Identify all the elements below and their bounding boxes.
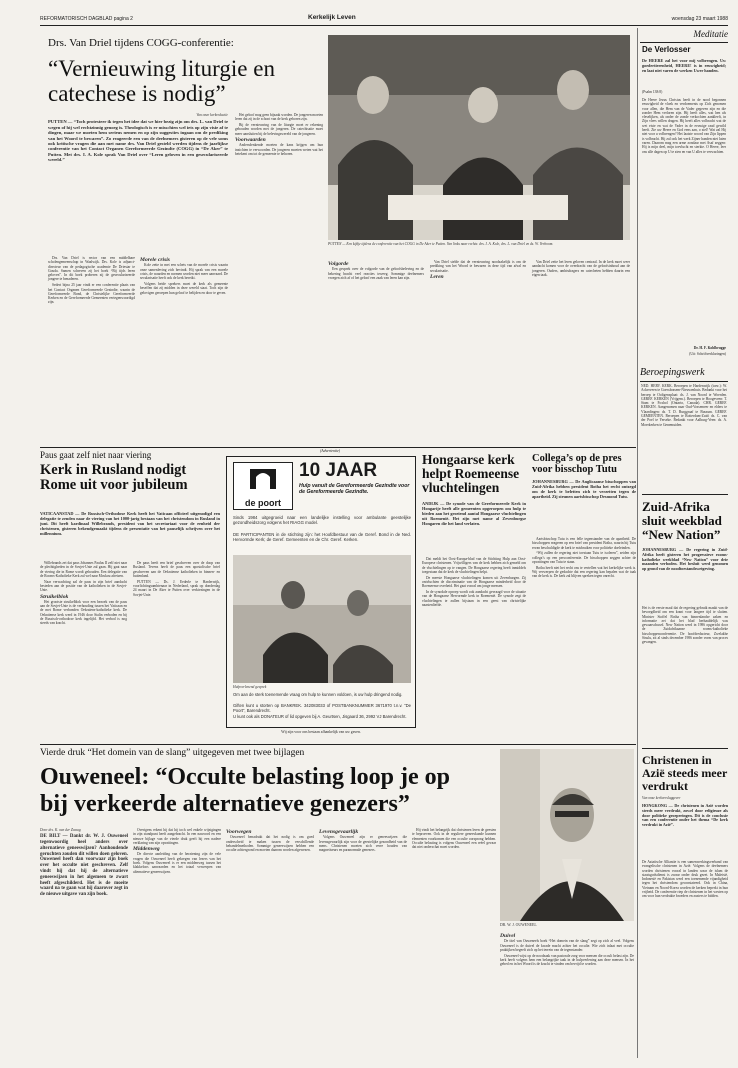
rusland-body-1: Willebrands zei dat paus Johannes Paulus II zelf niet naar de plechtigheden in de Sovjet-Unie zal gaan. Hij gaat naar de viering die in Rome wordt gehouden. Een delegatie van de Rooms-Katholieke Kerk zal wel naar Moskou afreizen. (40, 561, 127, 578)
tutu-headline: Collega’s op de pres voor bisschop Tutu (532, 453, 622, 475)
ouweneel-intro: DE BILT — Dankt dr. W. J. Ouweneel tegenwoordig heel anders over alternatieve geneeswijzen? Aanhoudende geruchten zouden dit willen doen geloven. Ouweneel heeft dan voorwaar zijn boek over het occulte niet geschreven. Zelf vindt hij dat hij de alternatieve geneeswijzen in het algemeen te zwart heeft afgeschilderd. Het is de moeite waard na te gaan wat hij daarover zegt in de nieuwe uitgave van zijn boek. (40, 834, 128, 898)
lead-body-9: Van Driel stelde dat de vernieuwing noodzakelijk is om de prediking van het Woord te bewaren in deze tijd van afval en secularisatie. (430, 260, 526, 273)
hongaarse-body-2: De meeste Hongaarse vluchtelingen komen uit Zevenburgen. Zij ontvluchten de discriminatie van de Hongaarse minderheid door de Roemeense overheid. Het gaat vooral om jonge mensen. (422, 575, 526, 589)
rusland-sub: Struikelblok (40, 593, 69, 600)
header-left: REFORMATORISCH DAGBLAD pagina 2 (40, 16, 133, 22)
lead-col-2 (140, 256, 228, 442)
lead-body-8: Een gesprek over de volgorde van de geloofsbeleving en de bekering bracht veel reacties teweeg. Sommige deelnemers vroegen zich af of het geloof een zaak van leren kan zijn. (328, 267, 424, 280)
meditatie-rule (640, 42, 728, 43)
ad-photo (233, 555, 411, 683)
hongaarse-body (422, 557, 526, 739)
lead-col-1b (48, 256, 135, 442)
ouweneel-body-5: Hij vindt het belangrijk dat christenen leren de geesten te beproeven. Ook in de reguliere geneeskunde kunnen elementen voorkomen die een occulte oorsprong hebben. Occulte belasting is volgens Ouweneel een reëel gevaar dat niet onderschat moet worden. (412, 828, 496, 850)
hongaarse-intro: ANDIJK — De synode van de Gereformeerde Kerk in Hongarije heeft alle gemeenten opgeroepen om hulp te bieden aan het groeiend aantal Hongaarse vluchtelingen uit Roemenië. Het zijn met name al Zevenburgse Hongaren die het land verlaten. (422, 501, 526, 526)
lead-col-3 (235, 113, 323, 443)
lead-body-1: Drs. Van Driel is rector van een middelbare scholengemeenschap in Waalwijk. Drs. Kole is adjunct-directeur van de pedagogische academie De Driestar te Gouda. Samen schreven zij het boek “Bij tijds leren geloven”. In dit boek proberen zij de geseculariseerde jongere te benaderen. (48, 256, 135, 282)
ad-text-3: Om aan de sterk toenemende vraag om hulp te kunnen voldoen, is uw hulp dringend nodig. (233, 692, 403, 697)
christenen-rule (642, 748, 728, 749)
christenen-body: De Aziatische Alliantie is een samenwerkingsverband van evangelische christenen in Azië. Volgens de deelnemers worden christenen vooral in landen waar de islam de staatsgodsdienst is zwaar onder druk gezet. In Maleisië, Indonesië en Pakistan werd een toenemende vijandigheid tegen het christendom geconstateerd. Ook in China, Vietnam en Noord-Korea worden de kerken beperkt in hun vrijheid. De conferentie riep de christenen in het westen op om voor hun verdrukte broeders en zusters te bidden. (642, 860, 728, 899)
rusland-article (40, 449, 220, 727)
tutu-body-1: Aartsbisschop Tutu is een felle tegenstander van de apartheid. De bisschoppen reageren op een brief van president Botha, waarin hij Tutu ervan beschuldigde de kerk te misbruiken voor politieke doeleinden. (532, 537, 636, 550)
beroepingswerk-body: NED. HERV. KERK. Beroepen te Hardenwijk (toez.): W. Ackerveen te Goessbrasem-Nieuwenhuis. Bedankt voor het beroep te Ooltgensplaat: ds. J. van Noord te Woerden. GEREF. KERKEN (Vrijgem.). Beroepen te Hoogeveen: T. Stam te Foxhol (Ontario, Canada). CHR. GEREF. KERKEN. Aangenomen naar Oud-Vossemeer en elders te Vlaardingen: ds. T. D. Burggraaf te Bussum. GEREF. GEMEENTEN. Beroepen te Rotterdam-Zuid: ds. C. van der Poel te Yerseke. Bedankt voor Aalburg-Veen: ds. A. Moerkerken te Genemuiden. (641, 384, 727, 427)
ouweneel-body-1: Overigens erkent hij dat hij toch wel enkele wijzigingen in zijn standpunt heeft aangebracht. In een nawoord en een nieuwe bijlage van de vierde druk geeft hij een nadere verklaring van zijn opvattingen. (133, 828, 221, 845)
ouweneel-col-5 (412, 828, 496, 1056)
ouweneel-photo (500, 749, 634, 921)
ouweneel-portrait (500, 749, 634, 921)
ouweneel-sub-levensgevaarlijk: Levensgevaarlijk (319, 829, 359, 835)
lead-kicker: Drs. Van Driel tijdens COGG-conferentie: (48, 37, 234, 49)
header-center: Kerkelijk Leven (308, 14, 356, 21)
ouweneel-sub-voorwegen: Voorwegen (226, 829, 252, 835)
header-right: woensdag 23 maart 1988 (671, 16, 728, 22)
ouweneel-sub-duivel: Duivel (500, 933, 516, 939)
lead-body-5: Het geloof mag geen bijzaak worden. De jongeren moeten leren dat zij in de schoot van de kerk geboren zijn. (235, 113, 323, 122)
ouweneel-body-4: Volgens Ouweneel zijn er geneeswijzen die levensgevaarlijk zijn voor de geestelijke gezondheid van de mens. Christenen moeten zich verre houden van magnetiseurs en paranormale genezers. (319, 835, 407, 853)
rusland-intro: VATICAANSTAD — De Russisch-Orthodoxe Kerk heeft het Vaticaan officieel uitgenodigd een delegatie te zenden naar de viering van het 1000-jarig bestaan van het christendom in Rusland in juni. Dit heeft kardinaal Willebrands, president van het secretariaat voor de eenheid der christenen, gisteren bekendgemaakt tijdens de presentatie van het pauselijk schrijven over het millennium. (40, 511, 220, 536)
zuidafrika-article (642, 494, 728, 746)
hongaarse-body-3: In de synodale oproep wordt ook aandacht gevraagd voor de situatie van de Hongaarse Hervormde kerk in Roemenië. De synode zegt de vluchtelingen te zullen bijstaan in een geest van christelijke naastenliefde. (422, 590, 526, 607)
beroepingswerk-label: Beroepingswerk (640, 367, 705, 378)
ad-tagline: Hulp vanuit de Gereformeerde Gezindte voor de Gereformeerde Gezindte. (299, 483, 410, 495)
ouweneel-body-3: Ouweneel benadrukt dat het nodig is om goed onderscheid te maken tussen de verschillende behandelmethoden. Sommige geneeswijzen hebben een occulte achtergrond en moeten daarom worden afgewezen. (226, 835, 314, 853)
lead-body-3: Kole zette in met een schets van de morele crisis waarin onze samenleving zich bevindt. Hij sprak van een morele crisis, de waarden en normen worden niet meer aanvaard. De secularisatie heeft ook de kerk bereikt. (140, 263, 228, 281)
meditatie-verse: De HEERE zal het voor mij volbrengen. Uw goedertierenheid, HEERE! is in eeuwigheid; en laat niet varen de werken Uwer handen. (642, 58, 726, 73)
zuidafrika-body: Het is de eerste maal dat de regering gebruik maakt van de bevoegdheid om een krant voor langere tijd te sluiten. Minister Stoffel Botha van binnenlandse zaken en informatie zei dat het blad herhaaldelijk was gewaarschuwd. New Nation werd in 1986 opgericht door de Zuidafrikaanse rooms-katholieke bisschoppenconferentie. De hoofdredacteur, Zwelakhe Sisulu, zit al sinds december 1986 zonder vorm van proces gevangen. (642, 606, 728, 645)
ouweneel-byline: Door drs. K. van der Zwaag (40, 828, 81, 832)
zuidafrika-intro: JOHANNESBURG — De regering in Zuid-Afrika heeft gisteren het progressieve rooms-katholieke weekblad “New Nation” voor drie maanden verboden. Het besluit werd genomen op grond van de noodtoestandswetgeving. (642, 547, 728, 572)
lead-col-6 (532, 260, 630, 440)
lead-col-4 (328, 260, 424, 440)
tutu-body-2: “Wij zullen de regering niet toestaan Tutu te isoleren”, zeiden zijn collega’s op een persconferentie. De bisschoppen zeggen achter de opvattingen van Tutu te staan. (532, 551, 636, 564)
ouweneel-body-7: Ouweneel wijst op de noodzaak van pastorale zorg voor mensen die occult belast zijn. De kerk heeft volgens hem een belangrijke taak in de hulpverlening aan deze mensen. In het gebed en in het Woord is de kracht te vinden om bevrijd te worden. (500, 953, 634, 967)
lead-headline: “Vernieuwing liturgie en catechese is nodig” (48, 56, 275, 106)
lead-bottom-rule (40, 447, 636, 448)
rusland-body-4: De paus heeft een brief geschreven over de doop van Rusland. Tevens heeft de paus een apostolische brief geschreven aan de Oekraïense katholieken in binnen- en buitenland. (133, 561, 220, 578)
rusland-body-2: Naar verwachting zal de paus in zijn brief aandacht besteden aan de positie van de katholieken in de Sovjet-Unie. (40, 579, 127, 593)
rusland-kicker: Paus gaat zelf niet naar viering (40, 450, 152, 460)
christenen-headline: Christenen in Azië steeds meer verdrukt (642, 753, 728, 793)
ad-text-2: DE PARTICIPANTEN in de stichting zijn: het Hoofdbestuur van de Geref. Bond in de Ned. Hervormde Kerk; de Geref. Gemeenten en de Chr. Geref. Kerken. (233, 532, 411, 542)
lead-sub-leren: Leren (430, 273, 444, 280)
conference-photo (328, 35, 630, 240)
rusland-body-3: Het grootste struikelblok voor een bezoek van de paus aan de Sovjet-Unie is de verhouding tussen het Vaticaan en de met Rome verbonden Oekraïens-katholieke kerk. De Oekraïense kerk werd in 1946 door Stalin verboden en bij de Russisch-orthodoxe kerk ingelijfd. Het verbod is nog steeds van kracht. (40, 599, 127, 626)
ad-photo-caption: Hulpverlenend gesprek (233, 685, 267, 689)
christenen-byline: Van onze kerkverslaggever (642, 796, 681, 800)
ouweneel-headline: Ouweneel: “Occulte belasting loop je op bij verkeerde alternatieve genezers” (40, 764, 450, 817)
meditatie-author: Dr. H. F. Kohlbrugge (693, 346, 726, 350)
ad-photo-image (233, 555, 411, 683)
header-rule (40, 25, 728, 26)
lead-body-6: Bij de vernieuwing van de liturgie moet er rekening gehouden worden met de jongeren. De catechisatie moet meer aansluiten bij de belevingswereld van de jongeren. (235, 123, 323, 136)
ad-logo-text: de poort (245, 498, 281, 508)
ouweneel-kicker: Vierde druk “Het domein van de slang” uitgegeven met twee bijlagen (40, 748, 305, 758)
rusland-col-2 (133, 561, 220, 725)
zuidafrika-rule (642, 494, 728, 495)
lead-intro: PUTTEN — “Toch protesteer ik tegen het idee dat we hier bezig zijn om drs. L. van Driel te wegen of hij wel rechtzinnig genoeg is. Theologisch is er misschien wel iets op zijn visie af te dingen, maar we moeten hem serieus nemen en op zijn suggesties ingaan om de prediking van het Woord te bewaren”. Zo reageerde een van de deelnemers gisteren op de vele soms ook kritische vragen die aan met name drs. Van Driel gesteld werden tijdens de jaarlijkse conferentie van het Contact Organen Gereformeerde Gezindte (COGG) in “De Aker” te Putten. Met drs. I. A. Kole sprak Van Driel over “Leren geloven in een geseculariseerde wereld.” (48, 119, 228, 163)
rusland-col-1 (40, 561, 127, 725)
lead-col-5 (430, 260, 526, 440)
ad-big: 10 JAAR (299, 460, 378, 481)
lead-sub-voorwaarden: Voorwaarden (235, 136, 266, 143)
hongaarse-body-1: Dat meldt het Oost-Europa-blad van de Stichting Hulp aan Oost-Europese christenen. Vrijwilligers van de kerk hebben zich gemeld om de vluchtelingen op te vangen. De Hongaarse regering heeft inmiddels toegestaan dat de kerk de vluchtelingen helpt. (422, 557, 526, 574)
meditatie-box (640, 28, 728, 364)
middle-bottom-rule (40, 744, 636, 745)
ouweneel-photo-caption: DR. W. J. OUWENEEL (500, 923, 537, 927)
rusland-body-5: PUTTEN — Ds. J. Eederle te Harderwijk, voorlichtingsambtenaar in Nederland, sprak op donderdag 24 maart in De Aker te Putten over verkiezingen in de Sovjet-Unie. (133, 579, 220, 597)
tutu-article (532, 449, 636, 741)
ad-text-1: Sinds 1984 uitgegroeid naar een landelijke instelling voor ambulante geestelijke gezondheidszorg volgens het RIAGG model. (233, 515, 411, 525)
ouweneel-sub-middenweg: Middenweg (133, 846, 160, 853)
tutu-intro: JOHANNESBURG — De Anglicaanse bisschoppen van Zuid-Afrika hebben president Botha het recht ontzegd om de kerk te beletten zich te verzetten tegen de apartheid. Zij steunen aartsbisschop Desmond Tutu. (532, 479, 636, 499)
beroepingswerk-box (640, 366, 728, 492)
de-poort-logo-icon (234, 463, 292, 493)
ouweneel-article (40, 746, 636, 1058)
lead-byline: Van onze kerkredactie (196, 113, 228, 117)
ouweneel-body-6: De titel van Ouweneels boek “Het domein van de slang” zegt op zich al veel. Volgens Ouweneel is de duivel de kwade macht achter het occulte. Wie zich inlaat met occulte praktijken begeeft zich op het terrein van de tegenstander. (500, 939, 634, 952)
ouweneel-col-4 (319, 828, 407, 1056)
ad-text-5: U kunt ook als DONATEUR of lid opgeven bij A. Geurtsen, Jisgaard 36, 2992 VJ Barendrecht. (233, 714, 407, 719)
lead-sub-volgorde: Volgorde (328, 261, 349, 267)
lead-sub-morele-crisis: Morele crisis (140, 257, 170, 263)
christenen-intro: HONGKONG — De christenen in Azië worden steeds meer verdrukt, zowel door religieuze als door politieke groeperingen. Dit is de conclusie van een conferentie onder het thema “De kerk verdrukt in Azië”. (642, 803, 728, 828)
meditatie-ref: (Psalm 138:8) (642, 90, 663, 94)
ouweneel-col-1 (40, 828, 128, 1056)
meditatie-label: Meditatie (693, 29, 728, 39)
ad-text-4: Giften kunt u storten op BANKREK. 342083033 of POSTBANKNUMMER 3671970 t.n.v. “De Poort”, Barendrecht. (233, 703, 411, 713)
ad-logo-block (233, 462, 293, 510)
meditatie-body: De Heere Jezus Christus heeft in de nood begonnen eeuwigheid de vloek en verdoemenis op Zich genomen voor allen, die Hem van de Vader gegeven zijn en die zonder Hem verloren zijn. Hij heeft alles, wat hen als vleselijken, als onder de zonde verkochten aankleeft, in Zijn vlees willen dragen. Hij heeft alles volbracht wat de wet eiste en wat de Vader in de eeuwige raad gewild heeft. Zie uw Heere en God eens aan, o ziel! Wat zal Hij niet voor u volbrengen? Het laatste woord van Zijn lippen is volbracht. Hij zal ook het werk Zijner handen niet laten varen. Daarom mag een arme zondaar met Asaf zeggen: Hij is mijn deel, mijn toevlucht en sterkte. O Heere, leer ons alle dagen op U te zien en van U alles te verwachten. (642, 98, 726, 154)
tutu-body (532, 537, 636, 739)
ouweneel-body-2: De directe aanleiding van de herziening zijn de vele vragen die Ouweneel heeft gekregen van lezers van het boek. Volgens Ouweneel is er een middenweg tussen het klakkeloos aanvaarden en het totaal verwerpen van alternatieve geneeswijzen. (133, 852, 221, 874)
ad-label: (Advertentie) (319, 449, 341, 453)
christenen-article (642, 748, 728, 1058)
right-column-rule (637, 28, 638, 1058)
lead-body-4: Volgens beide sprekers moet de kerk als gemeente beseffen dat zij midden in deze wereld staat. Toch zijn de gelovigen geroepen hun geloof te belijden en door te geven. (140, 281, 228, 295)
page-header (40, 14, 728, 24)
ad-text-6: Wij zijn voor ons bestaan afhankelijk van uw gaven. (281, 730, 361, 734)
ouweneel-col-6 (500, 932, 634, 1056)
lead-body-7: Andersdenkende moeten de kans krijgen om hun inzichten te verwoorden. De jongeren moeten weten wat het betekent om tot de gemeente te behoren. (235, 143, 323, 156)
beroepingswerk-rule (640, 381, 728, 382)
ouweneel-col-3 (226, 828, 314, 1056)
rusland-headline: Kerk in Rusland nodigt Rome uit voor jubileum (40, 462, 188, 493)
ad-box (226, 456, 416, 728)
meditatie-author-note: (Uit: Schriftverklaringen) (689, 352, 726, 356)
lead-body-10: Van Driel zette het leren geloven centraal. In de kerk moet weer aandacht komen voor de overdracht van de geloofsinhoud aan de jongeren. Ouders, ambtsdragers en catecheten hebben daarin een eigen taak. (532, 260, 630, 277)
lead-photo (328, 35, 630, 240)
hongaarse-article (422, 449, 526, 741)
ouweneel-col-2 (133, 828, 221, 1056)
zuidafrika-headline: Zuid-Afrika sluit weekblad “New Nation” (642, 499, 722, 542)
tutu-body-3: Botha heeft niet het recht ons te vertellen wat het kerkelijke werk is. Wij verwerpen de gedachte dat een regering kan bepalen wat de taak van de kerk is. De kerk zal blijven spreken tegen onrecht. (532, 565, 636, 579)
lead-body-2: Sedert bijna 25 jaar vindt er een conferentie plaats van het Contact Organen Gereformeerde Gezindte, waarin de Gereformeerde Bond, de Christelijke Gereformeerde Kerken en de Gereformeerde Gemeenten vertegenwoordigd zijn. (48, 283, 135, 305)
lead-photo-caption: PUTTEN — Een kijkje tijdens de conferentie van het COGG in De Aker te Putten. Van links naar rechts: drs. I. A. Kole, drs. L. van Driel en ds. W. Verboom. (328, 242, 554, 246)
lead-article (40, 28, 634, 446)
meditatie-title: De Verlosser (642, 45, 691, 54)
hongaarse-headline: Hongaarse kerk helpt Roemeense vluchtelingen (422, 452, 520, 495)
